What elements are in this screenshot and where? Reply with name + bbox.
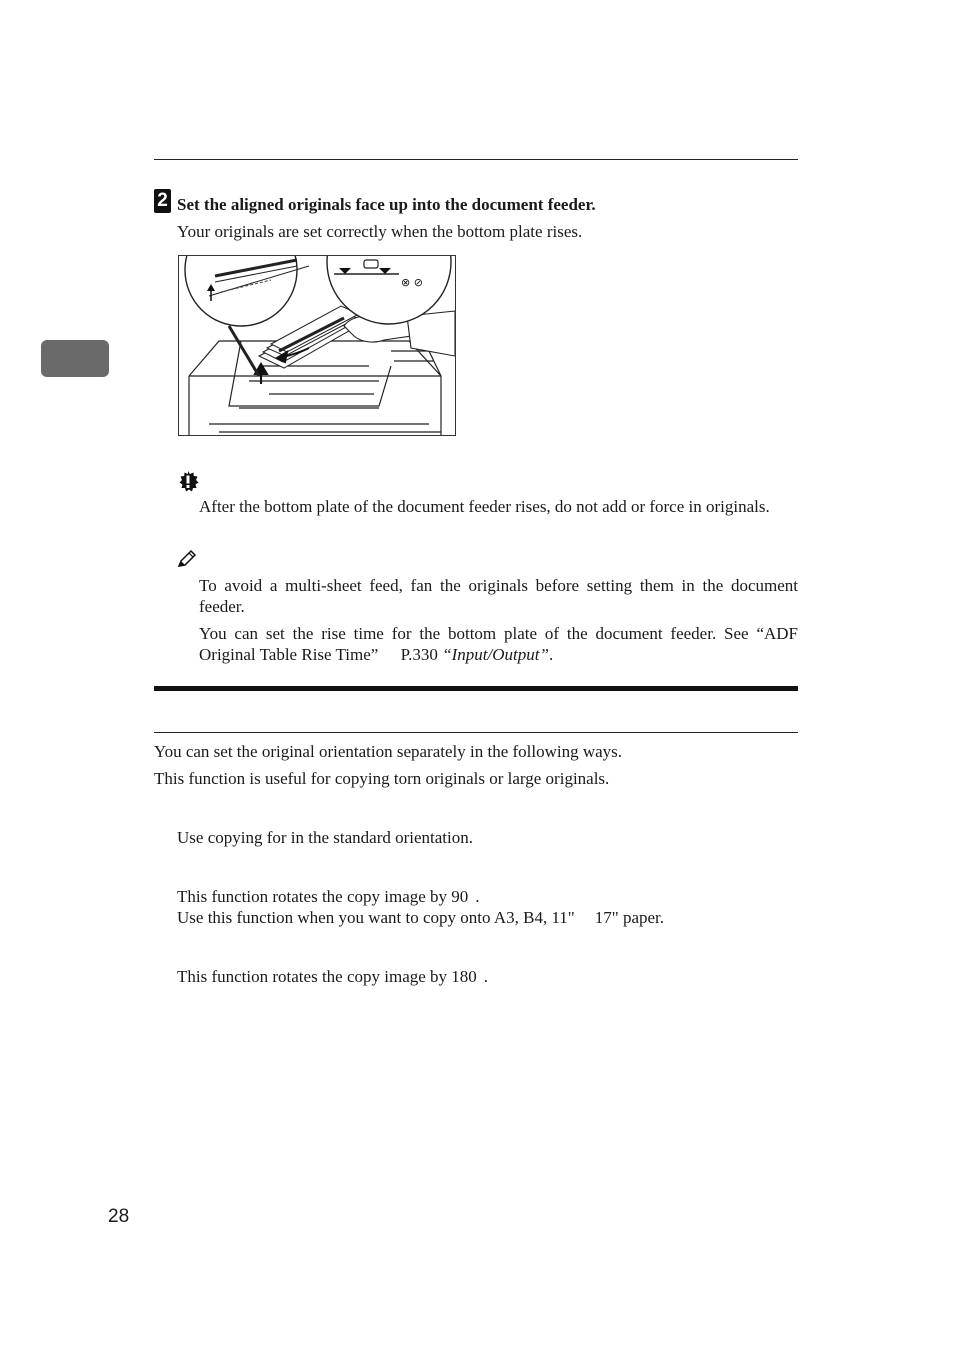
- section-intro-1: You can set the original orientation separately in the following ways.: [154, 742, 623, 761]
- svg-text:⊗ ⊘: ⊗ ⊘: [401, 276, 423, 289]
- item-2-text: This function rotates the copy image by 90: [177, 887, 469, 906]
- section-rule-thick: [154, 686, 798, 691]
- item-2-paper-sizes: Use this function when you want to copy onto A3, B4, 11": [177, 908, 575, 927]
- page-number: 28: [108, 1206, 130, 1227]
- step-body: Your originals are set correctly when the bottom plate rises.: [177, 222, 583, 241]
- step-title: Set the aligned originals face up into the document feeder.: [177, 195, 596, 214]
- step-number-badge: 2: [154, 189, 171, 213]
- pencil-note-icon: [176, 549, 198, 569]
- note-text-2: [199, 623, 798, 665]
- orientation-item-2-line-1: [177, 887, 480, 907]
- document-feeder-illustration: [178, 255, 456, 436]
- note-text-2-end: .: [548, 645, 554, 664]
- section-intro-2: This function is useful for copying torn originals or large originals.: [154, 769, 610, 788]
- item-3-text: This function rotates the copy image by 180: [177, 967, 477, 986]
- chapter-tab: [41, 340, 109, 377]
- orientation-item-3: [177, 967, 488, 987]
- item-2-paper-end: 17" paper.: [594, 908, 665, 927]
- page-reference[interactable]: P.330: [400, 645, 438, 664]
- orientation-item-1: Use copying for in the standard orientation.: [177, 828, 474, 847]
- section-rule-thin: [154, 732, 798, 733]
- reference-title: “Input/Output”: [442, 645, 549, 664]
- header-rule: [154, 159, 798, 160]
- note-text-1: To avoid a multi-sheet feed, fan the originals before setting them in the document feeder.: [199, 576, 798, 616]
- important-text: After the bottom plate of the document feeder rises, do not add or force in originals.: [199, 497, 770, 516]
- item-2-period: .: [475, 887, 480, 906]
- important-icon: [177, 470, 199, 492]
- orientation-item-2-line-2: [177, 908, 664, 928]
- item-3-period: .: [483, 967, 489, 986]
- note-text-2-part1: You can set the rise time for the bottom plate of the document feeder. See “ADF Original Table Rise Time”: [199, 624, 798, 664]
